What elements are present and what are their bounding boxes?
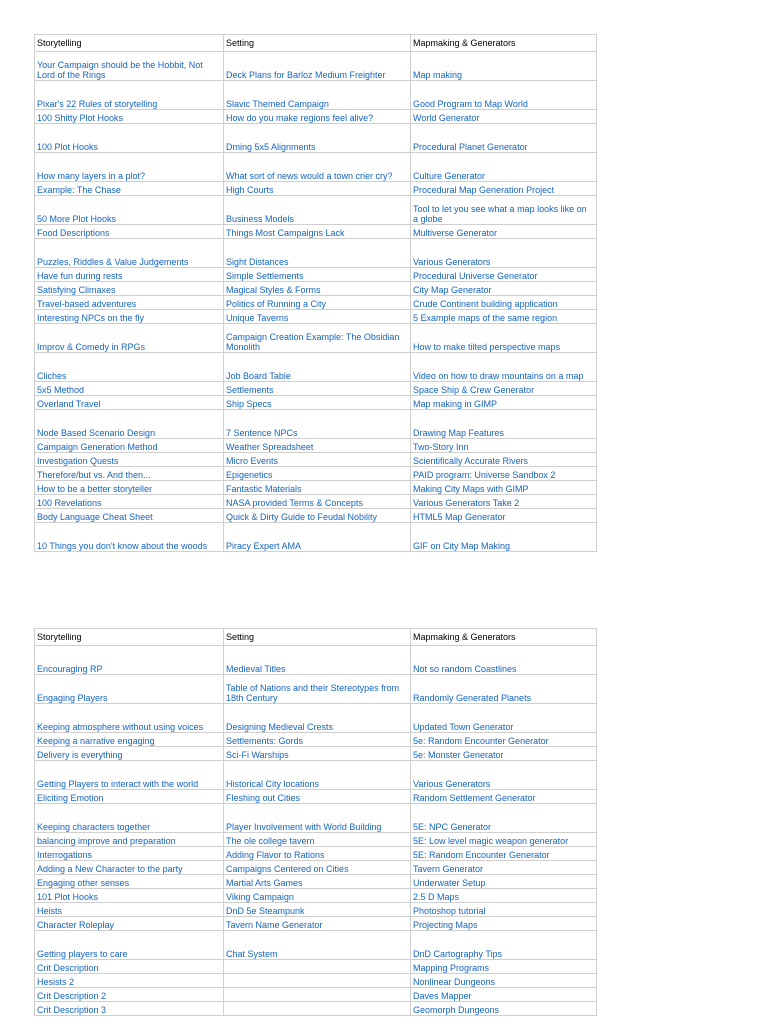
storytelling-link[interactable]: Getting players to care: [35, 931, 224, 960]
table-row: [35, 790, 597, 804]
mapmaking-link[interactable]: Geomorph Dungeons: [411, 1002, 597, 1016]
storytelling-link[interactable]: Getting Players to interact with the world: [35, 761, 224, 790]
mapmaking-link[interactable]: Crude Continent building application: [411, 296, 597, 310]
mapmaking-link[interactable]: Various Generators: [411, 761, 597, 790]
storytelling-link[interactable]: balancing improve and preparation: [35, 833, 224, 847]
table-row: [35, 988, 597, 1002]
table-row: [35, 310, 597, 324]
storytelling-link[interactable]: Encouraging RP: [35, 646, 224, 675]
table-row: [35, 761, 597, 790]
storytelling-link[interactable]: Heists: [35, 903, 224, 917]
mapmaking-link[interactable]: DnD Cartography Tips: [411, 931, 597, 960]
table-row: [35, 847, 597, 861]
mapmaking-link[interactable]: Projecting Maps: [411, 917, 597, 931]
table-row: [35, 52, 597, 81]
setting-link[interactable]: Designing Medieval Crests: [224, 704, 411, 733]
storytelling-link[interactable]: 5x5 Method: [35, 382, 224, 396]
setting-link[interactable]: Fleshing out Cities: [224, 790, 411, 804]
storytelling-link[interactable]: 10 Things you don't know about the woods: [35, 523, 224, 552]
setting-link[interactable]: NASA provided Terms & Concepts: [224, 495, 411, 509]
setting-link[interactable]: Politics of Running a City: [224, 296, 411, 310]
storytelling-link[interactable]: Example: The Chase: [35, 182, 224, 196]
empty-cell: [224, 960, 411, 974]
mapmaking-link[interactable]: HTML5 Map Generator: [411, 509, 597, 523]
mapmaking-link[interactable]: Photoshop tutorial: [411, 903, 597, 917]
storytelling-link[interactable]: Interrogations: [35, 847, 224, 861]
setting-link[interactable]: Medieval Titles: [224, 646, 411, 675]
storytelling-link[interactable]: 100 Shitty Plot Hooks: [35, 110, 224, 124]
setting-link[interactable]: Simple Settlements: [224, 268, 411, 282]
mapmaking-link[interactable]: 5E: NPC Generator: [411, 804, 597, 833]
empty-cell: [224, 974, 411, 988]
mapmaking-link[interactable]: Underwater Setup: [411, 875, 597, 889]
setting-link[interactable]: Unique Taverns: [224, 310, 411, 324]
setting-link[interactable]: Business Models: [224, 196, 411, 225]
table-row: [35, 110, 597, 124]
storytelling-link[interactable]: Keeping atmosphere without using voices: [35, 704, 224, 733]
setting-link[interactable]: Things Most Campaigns Lack: [224, 225, 411, 239]
table-row: [35, 833, 597, 847]
mapmaking-link[interactable]: Random Settlement Generator: [411, 790, 597, 804]
table-row: [35, 804, 597, 833]
mapmaking-link[interactable]: 5 Example maps of the same region: [411, 310, 597, 324]
table-row: [35, 353, 597, 382]
mapmaking-link[interactable]: Map making: [411, 52, 597, 81]
setting-link[interactable]: Slavic Themed Campaign: [224, 81, 411, 110]
setting-link[interactable]: Martial Arts Games: [224, 875, 411, 889]
table-row: [35, 1002, 597, 1016]
mapmaking-link[interactable]: 5E: Random Encounter Generator: [411, 847, 597, 861]
storytelling-link[interactable]: Travel-based adventures: [35, 296, 224, 310]
table-row: [35, 282, 597, 296]
storytelling-link[interactable]: Hesists 2: [35, 974, 224, 988]
table-row: [35, 239, 597, 268]
setting-link[interactable]: Quick & Dirty Guide to Feudal Nobility: [224, 509, 411, 523]
storytelling-link[interactable]: Investigation Quests: [35, 453, 224, 467]
setting-link[interactable]: Job Board Table: [224, 353, 411, 382]
mapmaking-link[interactable]: Tool to let you see what a map looks like on a globe: [411, 196, 597, 225]
column-header-setting: Setting: [224, 629, 411, 646]
table-row: [35, 875, 597, 889]
table-row: [35, 153, 597, 182]
storytelling-link[interactable]: Crit Description 3: [35, 1002, 224, 1016]
table-row: [35, 196, 597, 225]
setting-link[interactable]: Fantastic Materials: [224, 481, 411, 495]
mapmaking-link[interactable]: Various Generators: [411, 239, 597, 268]
setting-link[interactable]: 7 Sentence NPCs: [224, 410, 411, 439]
table-row: [35, 747, 597, 761]
storytelling-link[interactable]: How to be a better storyteller: [35, 481, 224, 495]
table-row: [35, 382, 597, 396]
mapmaking-link[interactable]: Various Generators Take 2: [411, 495, 597, 509]
storytelling-link[interactable]: Overland Travel: [35, 396, 224, 410]
mapmaking-link[interactable]: 2.5 D Maps: [411, 889, 597, 903]
mapmaking-link[interactable]: 5e: Monster Generator: [411, 747, 597, 761]
table-row: [35, 903, 597, 917]
mapmaking-link[interactable]: Randomly Generated Planets: [411, 675, 597, 704]
column-header-storytelling: Storytelling: [35, 629, 224, 646]
mapmaking-link[interactable]: Updated Town Generator: [411, 704, 597, 733]
storytelling-link[interactable]: 100 Revelations: [35, 495, 224, 509]
table-row: [35, 481, 597, 495]
mapmaking-link[interactable]: Procedural Map Generation Project: [411, 182, 597, 196]
setting-link[interactable]: How do you make regions feel alive?: [224, 110, 411, 124]
mapmaking-link[interactable]: Mapping Programs: [411, 960, 597, 974]
setting-link[interactable]: Table of Nations and their Stereotypes from 18th Century: [224, 675, 411, 704]
storytelling-link[interactable]: Pixar's 22 Rules of storytelling: [35, 81, 224, 110]
column-header-mapmaking: Mapmaking & Generators: [411, 35, 597, 52]
mapmaking-link[interactable]: Map making in GIMP: [411, 396, 597, 410]
table-row: [35, 861, 597, 875]
empty-cell: [224, 988, 411, 1002]
table-row: [35, 439, 597, 453]
storytelling-link[interactable]: Keeping characters together: [35, 804, 224, 833]
mapmaking-link[interactable]: 5E: Low level magic weapon generator: [411, 833, 597, 847]
table-row: [35, 396, 597, 410]
table-row: [35, 225, 597, 239]
setting-link[interactable]: Settlements: [224, 382, 411, 396]
storytelling-link[interactable]: Campaign Generation Method: [35, 439, 224, 453]
setting-link[interactable]: Deck Plans for Barloz Medium Freighter: [224, 52, 411, 81]
table-row: [35, 467, 597, 481]
mapmaking-link[interactable]: How to make tilted perspective maps: [411, 324, 597, 353]
setting-link[interactable]: The ole college tavern: [224, 833, 411, 847]
table-row: [35, 324, 597, 353]
mapmaking-link[interactable]: Culture Generator: [411, 153, 597, 182]
links-table-2: [34, 628, 597, 1016]
mapmaking-link[interactable]: Scientifically Accurate Rivers: [411, 453, 597, 467]
column-header-mapmaking: Mapmaking & Generators: [411, 629, 597, 646]
storytelling-link[interactable]: Character Roleplay: [35, 917, 224, 931]
storytelling-link[interactable]: Have fun during rests: [35, 268, 224, 282]
storytelling-link[interactable]: Delivery is everything: [35, 747, 224, 761]
mapmaking-link[interactable]: Tavern Generator: [411, 861, 597, 875]
table-row: [35, 182, 597, 196]
table-row: [35, 733, 597, 747]
mapmaking-link[interactable]: World Generator: [411, 110, 597, 124]
setting-link[interactable]: Historical City locations: [224, 761, 411, 790]
storytelling-link[interactable]: 100 Plot Hooks: [35, 124, 224, 153]
setting-link[interactable]: Viking Campaign: [224, 889, 411, 903]
setting-link[interactable]: Weather Spreadsheet: [224, 439, 411, 453]
storytelling-link[interactable]: Keeping a narrative engaging: [35, 733, 224, 747]
storytelling-link[interactable]: 50 More Plot Hooks: [35, 196, 224, 225]
setting-link[interactable]: Chat System: [224, 931, 411, 960]
storytelling-link[interactable]: 101 Plot Hooks: [35, 889, 224, 903]
table-row: [35, 296, 597, 310]
storytelling-link[interactable]: Your Campaign should be the Hobbit, Not Lord of the Rings: [35, 52, 224, 81]
table-row: [35, 453, 597, 467]
setting-link[interactable]: Tavern Name Generator: [224, 917, 411, 931]
setting-link[interactable]: Sci-Fi Warships: [224, 747, 411, 761]
storytelling-link[interactable]: Cliches: [35, 353, 224, 382]
storytelling-link[interactable]: Adding a New Character to the party: [35, 861, 224, 875]
setting-link[interactable]: What sort of news would a town crier cry?: [224, 153, 411, 182]
mapmaking-link[interactable]: Making City Maps with GIMP: [411, 481, 597, 495]
header-row: [35, 629, 597, 646]
mapmaking-link[interactable]: Good Program to Map World: [411, 81, 597, 110]
mapmaking-link[interactable]: 5e: Random Encounter Generator: [411, 733, 597, 747]
setting-link[interactable]: Ship Specs: [224, 396, 411, 410]
storytelling-link[interactable]: Node Based Scenario Design: [35, 410, 224, 439]
table-row: [35, 124, 597, 153]
header-row: [35, 35, 597, 52]
mapmaking-link[interactable]: City Map Generator: [411, 282, 597, 296]
setting-link[interactable]: High Courts: [224, 182, 411, 196]
setting-link[interactable]: DnD 5e Steampunk: [224, 903, 411, 917]
links-table-1: [34, 34, 597, 552]
mapmaking-link[interactable]: Procedural Universe Generator: [411, 268, 597, 282]
setting-link[interactable]: Sight Distances: [224, 239, 411, 268]
table-row: [35, 931, 597, 960]
table-row: [35, 509, 597, 523]
storytelling-link[interactable]: Crit Description: [35, 960, 224, 974]
storytelling-link[interactable]: Therefore/but vs. And then...: [35, 467, 224, 481]
storytelling-link[interactable]: Body Language Cheat Sheet: [35, 509, 224, 523]
mapmaking-link[interactable]: PAID program: Universe Sandbox 2: [411, 467, 597, 481]
mapmaking-link[interactable]: Drawing Map Features: [411, 410, 597, 439]
mapmaking-link[interactable]: Nonlinear Dungeons: [411, 974, 597, 988]
table-row: [35, 268, 597, 282]
column-header-storytelling: Storytelling: [35, 35, 224, 52]
storytelling-link[interactable]: How many layers in a plot?: [35, 153, 224, 182]
setting-link[interactable]: Settlements: Gords: [224, 733, 411, 747]
setting-link[interactable]: Campaign Creation Example: The Obsidian Monolith: [224, 324, 411, 353]
mapmaking-link[interactable]: Procedural Planet Generator: [411, 124, 597, 153]
mapmaking-link[interactable]: Daves Mapper: [411, 988, 597, 1002]
storytelling-link[interactable]: Puzzles, Riddles & Value Judgements: [35, 239, 224, 268]
table-row: [35, 646, 597, 675]
mapmaking-link[interactable]: Space Ship & Crew Generator: [411, 382, 597, 396]
setting-link[interactable]: Micro Events: [224, 453, 411, 467]
setting-link[interactable]: Magical Styles & Forms: [224, 282, 411, 296]
table-row: [35, 495, 597, 509]
empty-cell: [224, 1002, 411, 1016]
mapmaking-link[interactable]: Video on how to draw mountains on a map: [411, 353, 597, 382]
setting-link[interactable]: Dming 5x5 Alignments: [224, 124, 411, 153]
table-row: [35, 974, 597, 988]
table-row: [35, 81, 597, 110]
mapmaking-link[interactable]: Not so random Coastlines: [411, 646, 597, 675]
table-row: [35, 523, 597, 552]
table-row: [35, 410, 597, 439]
storytelling-link[interactable]: Interesting NPCs on the fly: [35, 310, 224, 324]
setting-link[interactable]: Adding Flavor to Rations: [224, 847, 411, 861]
storytelling-link[interactable]: Satisfying Climaxes: [35, 282, 224, 296]
storytelling-link[interactable]: Improv & Comedy in RPGs: [35, 324, 224, 353]
setting-link[interactable]: Player Involvement with World Building: [224, 804, 411, 833]
table-row: [35, 704, 597, 733]
setting-link[interactable]: Epigenetics: [224, 467, 411, 481]
column-header-setting: Setting: [224, 35, 411, 52]
table-row: [35, 917, 597, 931]
table-row: [35, 889, 597, 903]
storytelling-link[interactable]: Food Descriptions: [35, 225, 224, 239]
setting-link[interactable]: Campaigns Centered on Cities: [224, 861, 411, 875]
storytelling-link[interactable]: Engaging Players: [35, 675, 224, 704]
table-row: [35, 675, 597, 704]
mapmaking-link[interactable]: Multiverse Generator: [411, 225, 597, 239]
table-row: [35, 960, 597, 974]
mapmaking-link[interactable]: Two-Story Inn: [411, 439, 597, 453]
setting-link[interactable]: Piracy Expert AMA: [224, 523, 411, 552]
storytelling-link[interactable]: Eliciting Emotion: [35, 790, 224, 804]
mapmaking-link[interactable]: GIF on City Map Making: [411, 523, 597, 552]
storytelling-link[interactable]: Engaging other senses: [35, 875, 224, 889]
storytelling-link[interactable]: Crit Description 2: [35, 988, 224, 1002]
